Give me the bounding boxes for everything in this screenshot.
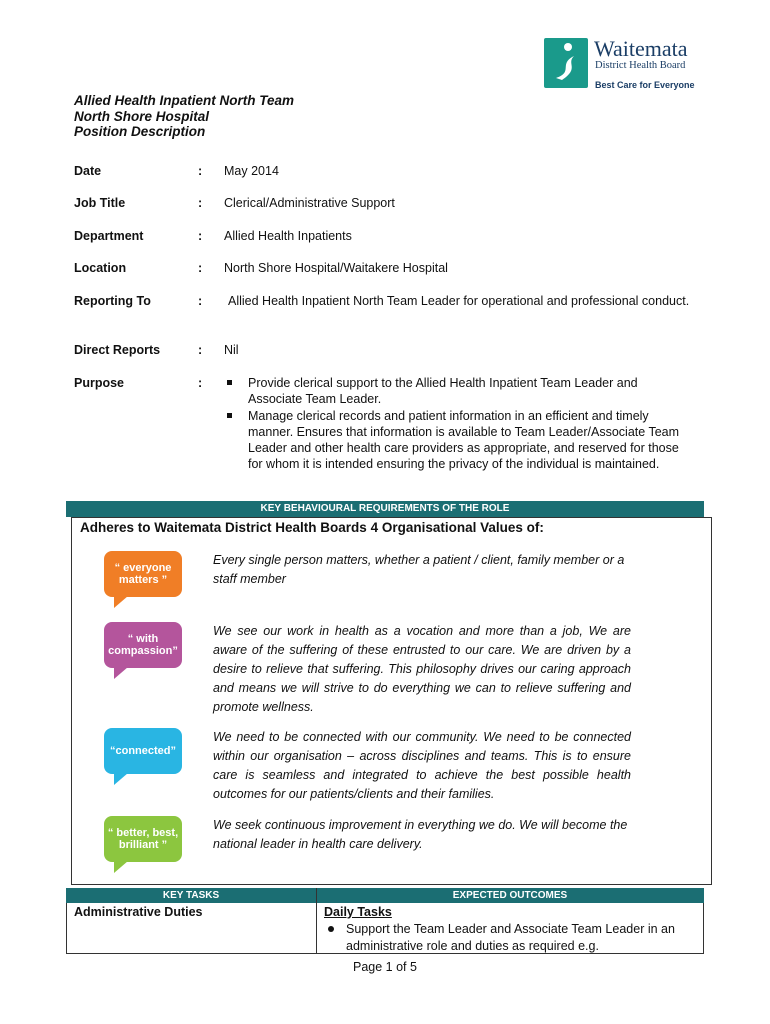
waitemata-logo — [544, 38, 704, 94]
expected-outcomes-header: EXPECTED OUTCOMES — [316, 888, 704, 903]
reporting-to-value: Allied Health Inpatient North Team Leader for operational and professional conduct. — [228, 294, 690, 308]
department-value: Allied Health Inpatients — [224, 229, 352, 243]
department-label: Department — [74, 229, 144, 243]
badge-line: “ with — [127, 633, 159, 645]
dhb-logo-icon — [544, 38, 588, 88]
key-behavioural-requirements-header: KEY BEHAVIOURAL REQUIREMENTS OF THE ROLE — [66, 501, 704, 517]
badge-line: “connected” — [109, 745, 176, 757]
location-label: Location — [74, 261, 127, 275]
table-column-divider — [316, 888, 317, 954]
connected-badge — [104, 728, 182, 774]
job-title-value: Clerical/Administrative Support — [224, 196, 395, 210]
heading-doc-type: Position Description — [74, 124, 206, 139]
values-title: Adheres to Waitemata District Health Boards 4 Organisational Values of: — [80, 520, 544, 535]
everyone-matters-badge — [104, 551, 182, 597]
page-number: Page 1 of 5 — [353, 960, 417, 974]
outcome-item-text: Support the Team Leader and Associate Team Leader in an administrative role and duties as required e.g. — [346, 922, 675, 953]
better-best-brilliant-badge — [104, 816, 182, 862]
with-compassion-badge — [104, 622, 182, 668]
value-text-connected: We need to be connected with our community. We need to be connected within our organisation – across disciplines and teams. This is to ensure care is seamless and integrated to achieve the best possible health outcomes for our patients/clients and their families. — [213, 730, 631, 801]
badge-line: “ better, best, — [107, 827, 179, 839]
bullet-dot-icon — [328, 926, 334, 932]
purpose-item — [224, 375, 690, 408]
logo-subtitle: District Health Board — [595, 60, 686, 71]
outcome-heading: Daily Tasks — [324, 905, 392, 919]
purpose-item-text: Manage clerical records and patient information in an efficient and timely manner. Ensures that information is available to Team Leader/Associate Team Leader and other health care providers as appropriate, and reserved for those for whom it is intended ensuring the privacy of the individual is maintained. — [248, 408, 680, 472]
direct-reports-label: Direct Reports — [74, 343, 161, 357]
date-colon: : — [198, 164, 203, 178]
purpose-label: Purpose — [74, 376, 125, 390]
location-value: North Shore Hospital/Waitakere Hospital — [224, 261, 448, 275]
reporting-to-colon: : — [198, 294, 203, 308]
badge-line: “ everyone — [114, 562, 172, 574]
key-tasks-header: KEY TASKS — [66, 888, 316, 903]
logo-name: Waitemata — [594, 36, 688, 61]
badge-line: compassion” — [108, 645, 178, 657]
value-text-better-best-brilliant: We seek continuous improvement in everything we do. We will become the national leader in health care delivery. — [213, 818, 628, 851]
direct-reports-value: Nil — [224, 343, 239, 357]
reporting-to-label: Reporting To — [74, 294, 151, 308]
heading-team: Allied Health Inpatient North Team — [74, 93, 295, 108]
badge-line: brilliant ” — [118, 839, 168, 851]
document-heading — [74, 93, 294, 140]
direct-reports-colon: : — [198, 343, 203, 357]
square-bullet-icon — [227, 380, 232, 385]
department-colon: : — [198, 229, 203, 243]
badge-line: matters ” — [118, 574, 168, 586]
value-text-with-compassion: We see our work in health as a vocation and more than a job, We are aware of the suffering of these entrusted to our care. We are driven by a desire to relieve that suffering. This philosophy drives our caring approach and means we will strive to do everything we can to relieve suffering and promote wellness. — [213, 624, 631, 714]
logo-tagline: Best Care for Everyone — [595, 80, 695, 90]
date-value: May 2014 — [224, 164, 279, 178]
task-name: Administrative Duties — [74, 905, 203, 919]
outcome-item — [324, 921, 696, 954]
value-text-everyone-matters: Every single person matters, whether a patient / client, family member or a staff member — [213, 553, 625, 586]
job-title-label: Job Title — [74, 196, 126, 210]
job-title-colon: : — [198, 196, 203, 210]
purpose-item — [224, 408, 690, 473]
purpose-list — [224, 375, 690, 473]
location-colon: : — [198, 261, 203, 275]
square-bullet-icon — [227, 413, 232, 418]
purpose-colon: : — [198, 376, 203, 390]
heading-hospital: North Shore Hospital — [74, 108, 210, 124]
outcome-list — [324, 921, 696, 954]
date-label: Date — [74, 164, 102, 178]
purpose-item-text: Provide clerical support to the Allied Health Inpatient Team Leader and Associate Team Leader. — [248, 376, 638, 407]
